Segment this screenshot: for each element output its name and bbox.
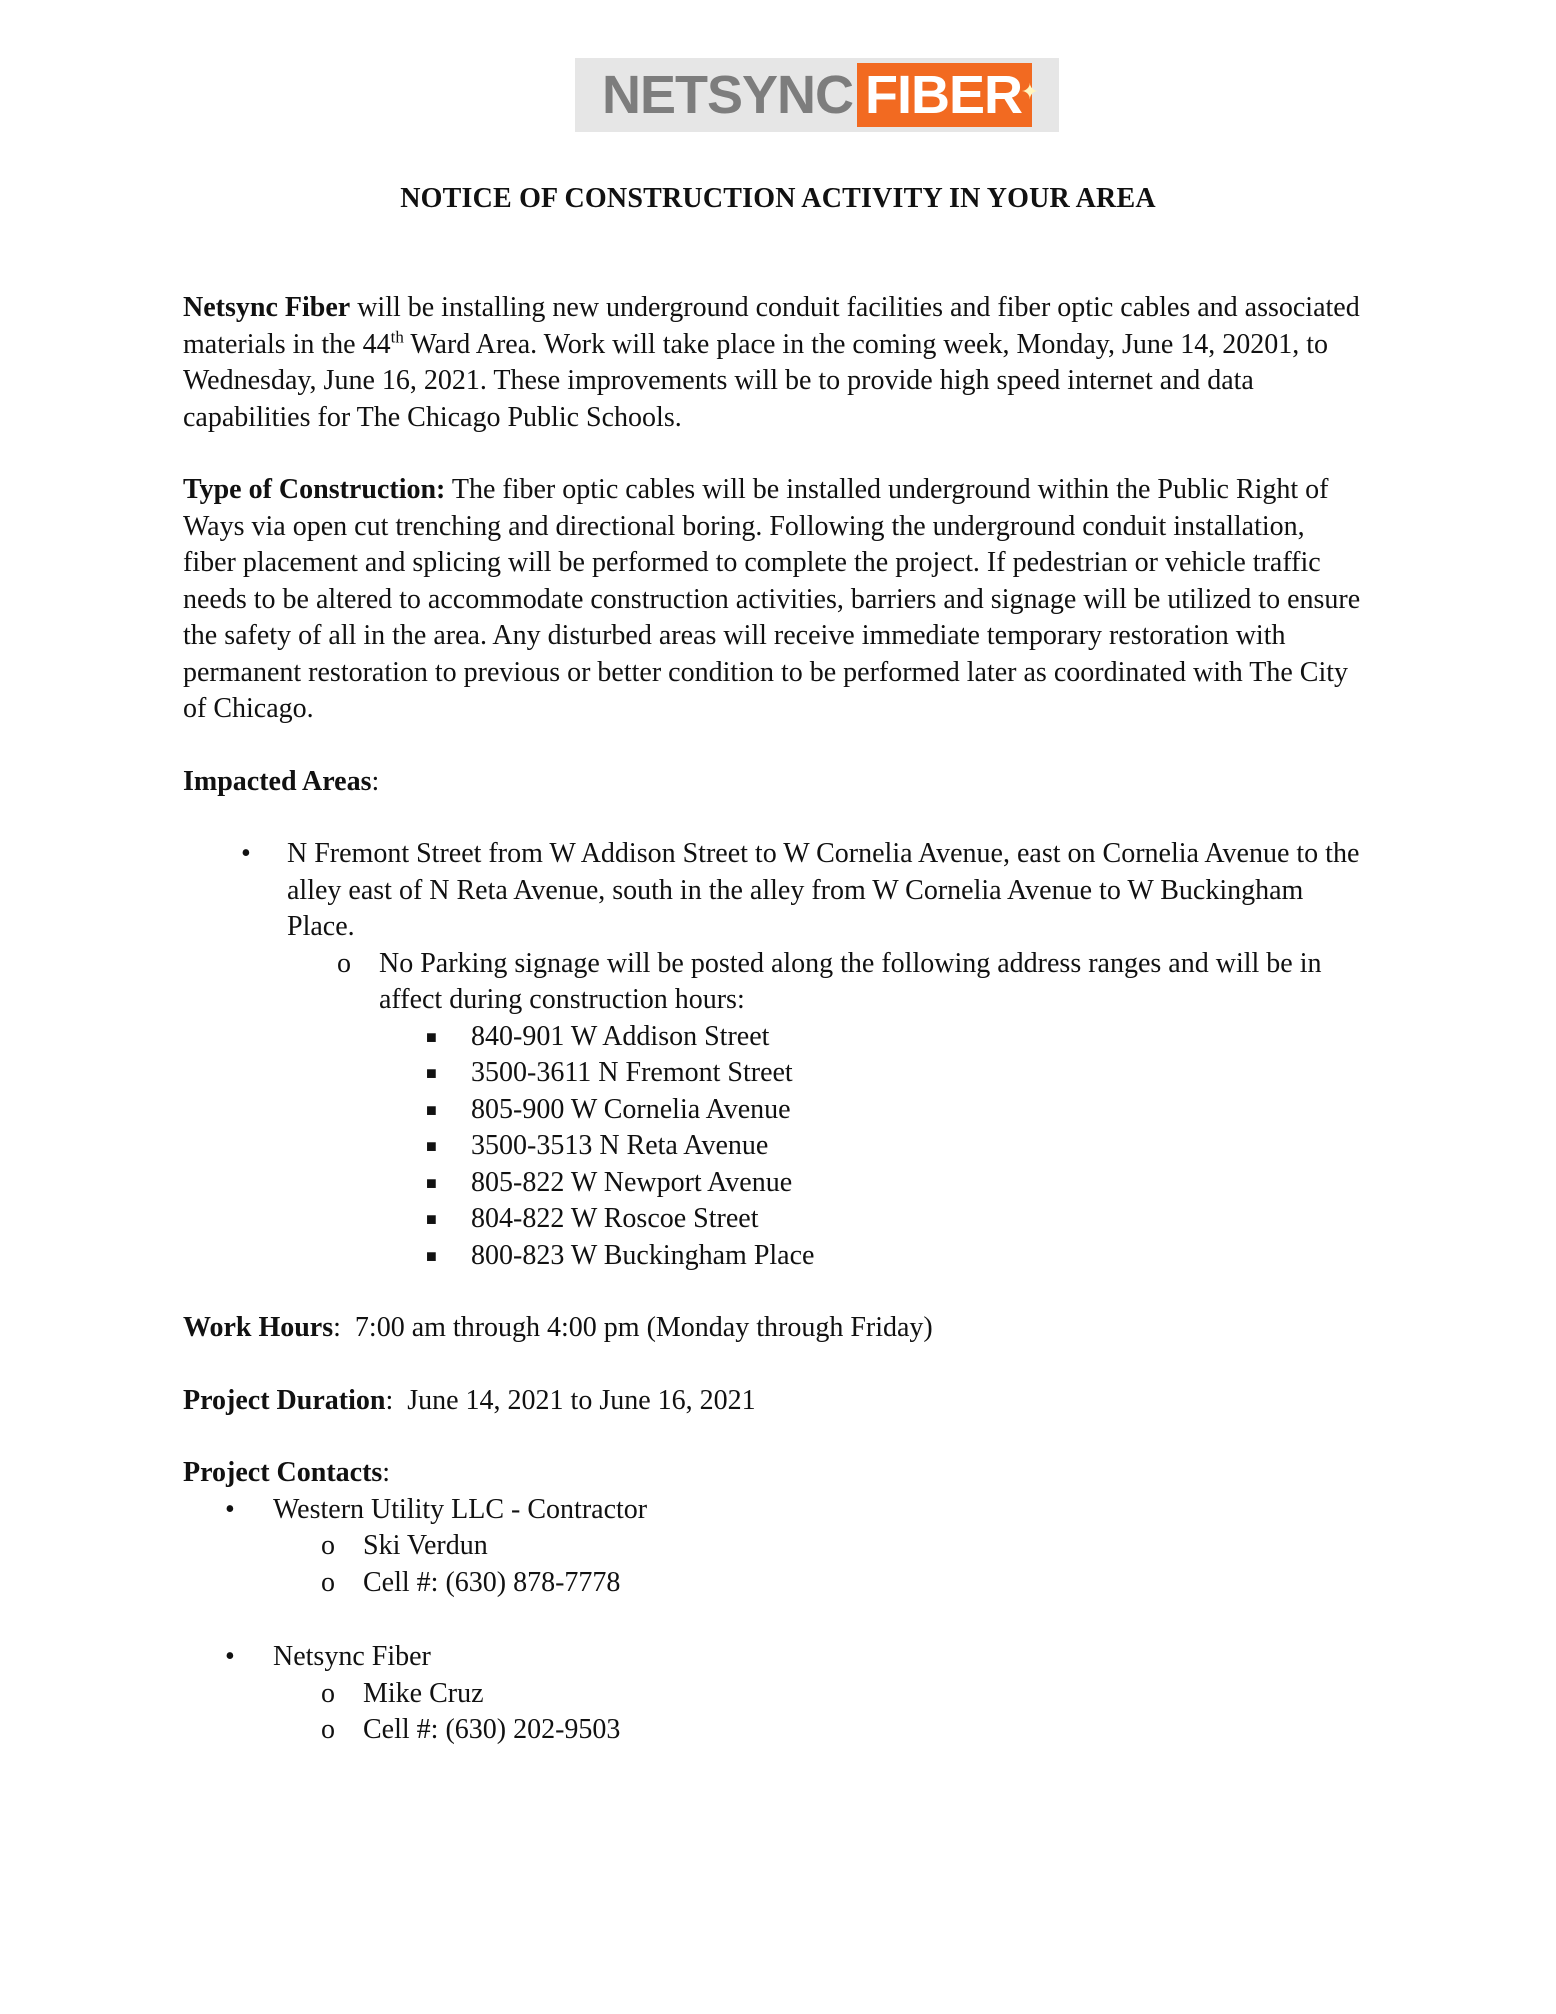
impacted-label: Impacted Areas [183,765,372,797]
impacted-heading [183,764,1363,801]
construction-text: The fiber optic cables will be installed underground within the Public Right of Ways via open cut trenching and directional boring. Following the underground conduit installation, fiber placement and splicing will be performed to complete the project. If pedestrian or vehicle traffic needs to be altered to accommodate construction activities, barriers and signage will be utilized to ensure the safety of all in the area. Any disturbed areas will receive immediate temporary restoration with permanent restoration to previous or better condition to be performed later as coordinated with The City of Chicago. [183,474,1361,724]
work-hours-label: Work Hours [183,1312,334,1343]
notice-title: NOTICE OF CONSTRUCTION ACTIVITY IN YOUR AREA [400,183,1156,214]
impacted-list [183,836,1363,1274]
duration-label: Project Duration [183,1384,386,1416]
contacts-list [183,1492,1363,1749]
list-item [183,1165,1363,1202]
square-bullet-icon: ■ [426,1026,437,1047]
intro-company: Netsync Fiber [183,292,351,323]
bullet-icon: • [241,838,251,869]
address-text: 840-901 W Addison Street [471,1020,770,1052]
circle-bullet-icon: o [321,1566,335,1598]
list-item [183,1128,1363,1165]
bullet-icon: • [225,1641,235,1672]
intro-paragraph [183,290,1363,436]
parking-list [287,946,1363,1275]
list-item [183,1238,1363,1275]
logo-part-fiber [857,63,1039,127]
contact-item [183,1492,1363,1602]
netsync-fiber-logo [575,58,1059,132]
address-text: 800-823 W Buckingham Place [471,1239,815,1271]
contact-item [183,1639,1363,1749]
logo-wordmark [601,65,1039,125]
contact-name: Ski Verdun [363,1530,488,1561]
intro-text-1: will be installing new underground conduit facilities and fiber optic cables and associated materials in the 44 [183,292,1360,360]
address-text: 805-900 W Cornelia Avenue [471,1093,791,1125]
square-bullet-icon: ■ [426,1099,437,1120]
circle-bullet-icon: o [321,1530,335,1561]
contact-org: Western Utility LLC - Contractor [273,1493,648,1525]
square-bullet-icon: ■ [426,1245,437,1266]
contacts-colon: : [382,1457,391,1488]
square-bullet-icon: ■ [426,1063,437,1083]
duration-colon: : [385,1384,394,1416]
parking-note-text: No Parking signage will be posted along the following address ranges and will be in affect during construction hours: [379,947,1322,1015]
contact-details [273,1528,1363,1601]
project-duration [183,1383,1363,1420]
contact-cell: Cell #: (630) 202-9503 [363,1714,621,1745]
work-hours [183,1310,1363,1347]
list-item [183,1019,1363,1056]
circle-bullet-icon: o [321,1714,335,1745]
circle-bullet-icon: o [321,1677,335,1709]
contact-org: Netsync Fiber [273,1641,431,1672]
list-item [183,836,1363,1274]
construction-label: Type of Construction: [183,474,446,505]
intro-text-2: Ward Area. Work will take place in the coming week, Monday, June 14, 20201, to Wednesday, June 16, 2021. These improvements will be to provide high speed internet and data capabilities for The Chicago Public Schools. [183,328,1329,433]
list-item [183,1055,1363,1092]
list-item [183,946,1363,1275]
notice-body [183,290,1363,1749]
list-item [273,1676,1363,1713]
contact-name: Mike Cruz [363,1677,484,1709]
list-item [273,1528,1363,1565]
contact-details [273,1676,1363,1749]
logo-part-netsync: NETSYNC [601,65,854,125]
contacts-label: Project Contacts [183,1457,383,1488]
square-bullet-icon: ■ [426,1172,437,1193]
impacted-area-text: N Fremont Street from W Addison Street to W Cornelia Avenue, east on Cornelia Avenue to the alley east of N Reta Avenue, south in the alley from W Cornelia Avenue to W Buckingham Place. [287,838,1360,942]
address-text: 3500-3611 N Fremont Street [471,1057,793,1088]
spacer [183,1274,1363,1310]
impacted-colon: : [371,765,380,797]
address-list [183,1019,1363,1275]
spacer [183,1347,1363,1383]
list-item [273,1565,1363,1602]
list-item [183,1092,1363,1129]
spacer [183,1419,1363,1455]
bullet-icon: • [225,1493,235,1525]
logo-fiber-text: FIBER [865,65,1023,125]
work-hours-value: 7:00 am through 4:00 pm (Monday through Friday) [340,1312,933,1343]
address-text: 805-822 W Newport Avenue [471,1166,793,1198]
contacts-heading [183,1455,1363,1492]
square-bullet-icon: ■ [426,1136,437,1156]
list-item [183,1201,1363,1238]
work-hours-colon: : [333,1312,341,1343]
list-item [273,1712,1363,1749]
sparkle-icon: ✦ [1020,79,1039,104]
contact-cell: Cell #: (630) 878-7778 [363,1566,621,1598]
circle-bullet-icon: o [337,947,351,979]
duration-value: June 14, 2021 to June 16, 2021 [393,1384,756,1416]
intro-sup: th [390,327,404,347]
construction-paragraph [183,472,1363,728]
address-text: 804-822 W Roscoe Street [471,1203,759,1234]
address-text: 3500-3513 N Reta Avenue [471,1130,769,1161]
square-bullet-icon: ■ [426,1209,437,1229]
